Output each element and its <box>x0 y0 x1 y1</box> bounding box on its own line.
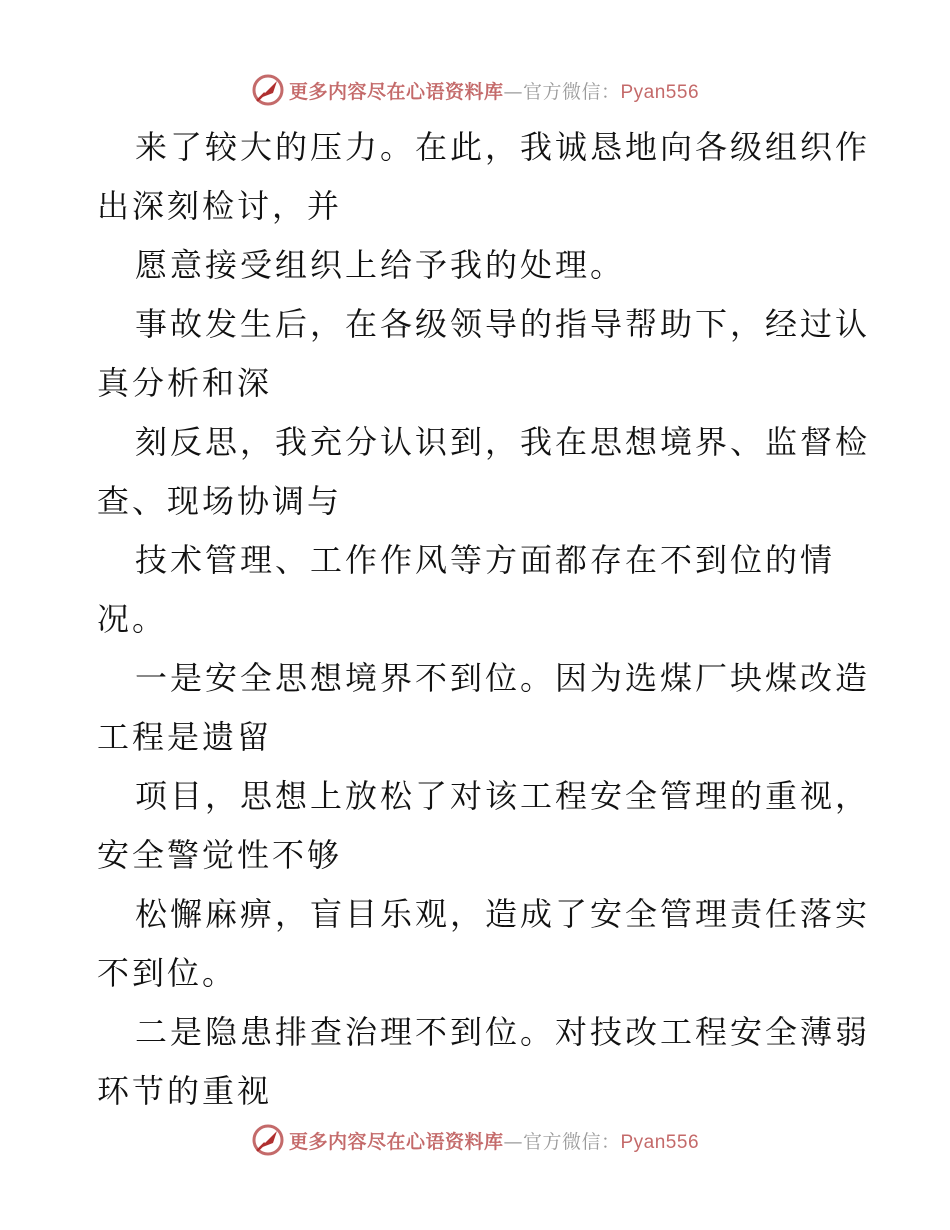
header-banner <box>0 70 950 110</box>
banner-text <box>289 77 699 104</box>
text-line: 事故发生后，在各级领导的指导帮助下，经过认 <box>135 305 871 343</box>
text-line: 安全警觉性不够 <box>97 836 343 874</box>
text-line: 真分析和深 <box>97 364 273 402</box>
banner-wechat-id: Pyan556 <box>620 81 700 103</box>
banner-separator: —官方微信： <box>503 80 621 103</box>
footer-banner <box>0 1120 950 1160</box>
text-line: 二是隐患排查治理不到位。对技改工程安全薄弱 <box>135 1013 871 1051</box>
text-line: 一是安全思想境界不到位。因为选煤厂块煤改造 <box>135 659 871 697</box>
text-line: 刻反思，我充分认识到，我在思想境界、监督检 <box>135 423 871 461</box>
banner-wechat-id: Pyan556 <box>620 1131 700 1153</box>
text-line: 工程是遗留 <box>97 718 273 756</box>
banner-title: 更多内容尽在心语资料库 <box>288 1130 504 1153</box>
text-line: 项目，思想上放松了对该工程安全管理的重视， <box>135 777 871 815</box>
banner-text <box>289 1127 699 1154</box>
quill-logo-icon <box>251 73 285 107</box>
text-line: 技术管理、工作作风等方面都存在不到位的情 <box>135 541 836 579</box>
text-line: 况。 <box>97 600 168 638</box>
text-line: 来了较大的压力。在此，我诚恳地向各级组织作 <box>135 128 871 166</box>
text-line: 环节的重视 <box>97 1072 273 1110</box>
quill-logo-icon <box>251 1123 285 1157</box>
text-line: 松懈麻痹，盲目乐观，造成了安全管理责任落实 <box>135 895 871 933</box>
text-line: 不到位。 <box>97 954 238 992</box>
banner-separator: —官方微信： <box>503 1130 621 1153</box>
text-line: 查、现场协调与 <box>97 482 343 520</box>
document-body <box>97 118 871 1121</box>
banner-title: 更多内容尽在心语资料库 <box>288 80 504 103</box>
text-line: 出深刻检讨，并 <box>97 187 343 225</box>
text-line: 愿意接受组织上给予我的处理。 <box>135 246 626 284</box>
